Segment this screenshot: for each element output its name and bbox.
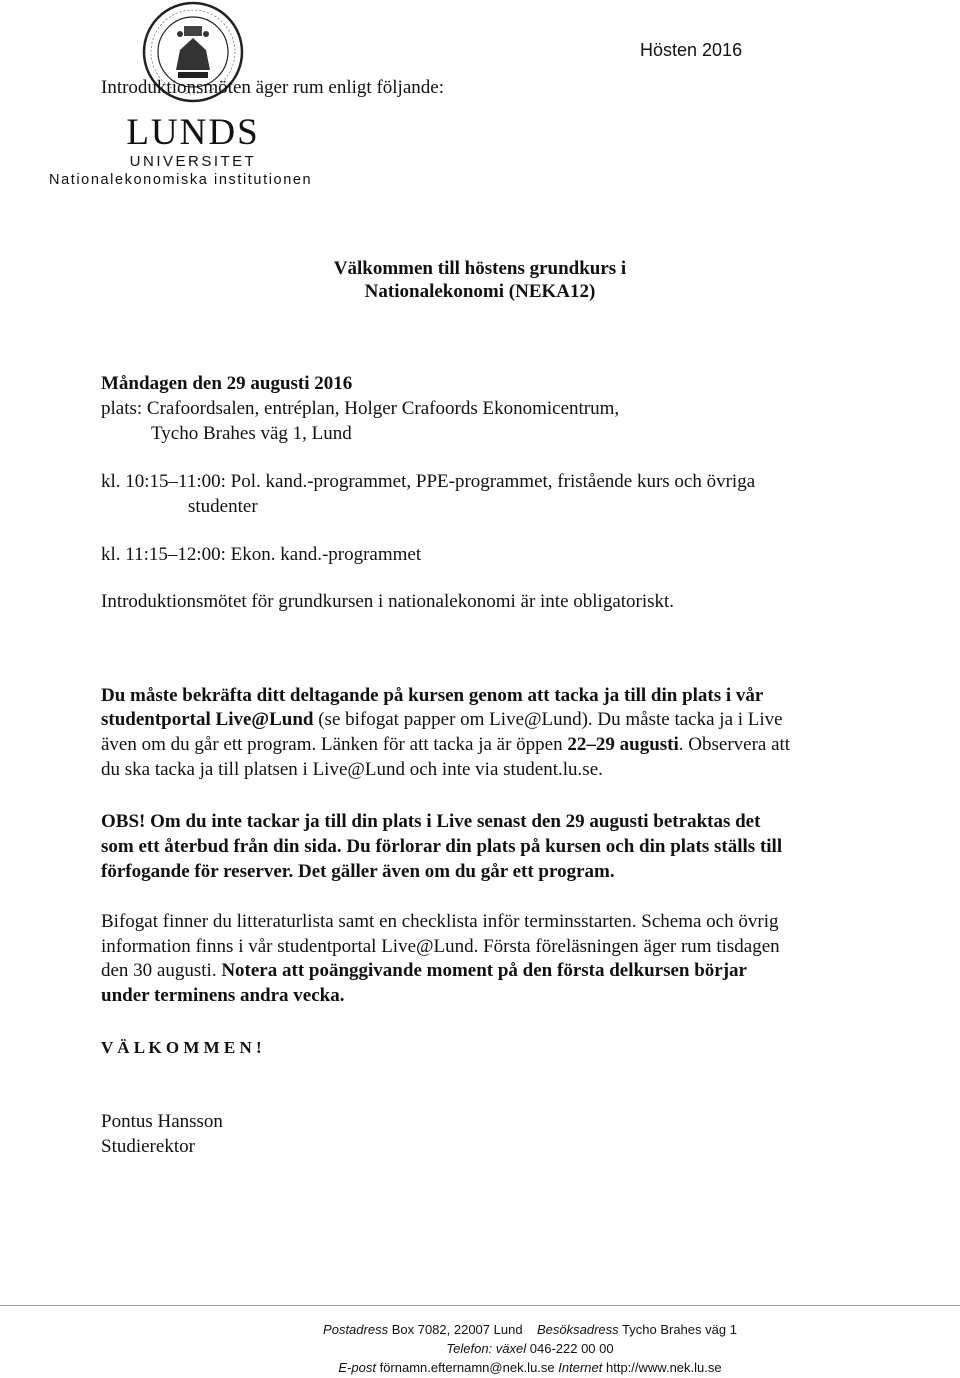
signature-name: Pontus Hansson [101,1111,223,1132]
obs-line-3: förfogande för reserver. Det gäller även om du går ett program. [101,861,615,882]
logo-subword: UNIVERSITET [129,153,257,170]
department-name: Nationalekonomiska institutionen [49,172,313,188]
title-line-1: Välkommen till höstens grundkurs i [333,258,627,279]
footer-divider [0,1305,960,1306]
semester-label: Hösten 2016 [640,40,743,60]
footer-phone-line [0,1341,960,1356]
confirm-line-1: Du måste bekräfta ditt deltagande på kursen genom att tacka ja till din plats i vår [101,685,764,706]
confirm-line-3-end: . Observera att [678,734,791,755]
postal-label: Postadress [323,1322,389,1337]
phone-value: 046-222 00 00 [526,1341,614,1356]
confirm-line-4: du ska tacka ja till platsen i Live@Lund och inte via student.lu.se. [101,759,603,780]
footer-address-line [0,1322,960,1337]
attach-line-2: information finns i vår studentportal Live@Lund. Första föreläsningen äger rum tisdagen [101,936,780,957]
confirm-portal-name: studentportal Live@Lund [101,709,314,730]
time-slot-1-continued: studenter [188,496,258,517]
confirm-line-2 [101,708,783,733]
visit-label: Besöksadress [537,1322,619,1337]
footer-contact-line [0,1360,960,1375]
web-value: http://www.nek.lu.se [602,1360,722,1375]
meeting-date: Måndagen den 29 augusti 2016 [101,373,353,394]
attach-line-3 [101,959,747,984]
phone-label: Telefon: växel [446,1341,527,1356]
email-value: förnamn.efternamn@nek.lu.se [375,1360,555,1375]
visit-value: Tycho Brahes väg 1 [618,1322,737,1337]
optional-note: Introduktionsmötet för grundkursen i nationalekonomi är inte obligatoriskt. [101,591,675,612]
email-label: E-post [338,1360,376,1375]
intro-text: Introduktionsmöten äger rum enligt följande: [101,77,444,98]
confirm-line-3 [101,733,790,758]
web-label: Internet [558,1360,603,1375]
meeting-place-address: Tycho Brahes väg 1, Lund [151,423,352,444]
time-slot-1: kl. 10:15–11:00: Pol. kand.-programmet, PPE-programmet, fristående kurs och övriga [101,471,756,492]
attach-line-1: Bifogat finner du litteraturlista samt en checklista inför terminsstarten. Schema och övrig [101,911,779,932]
confirm-period: 22–29 augusti [567,734,679,755]
meeting-place: plats: Crafoordsalen, entréplan, Holger Crafoords Ekonomicentrum, [101,398,620,419]
obs-line-1: OBS! Om du inte tackar ja till din plats i Live senast den 29 augusti betraktas det [101,811,761,832]
title-line-2: Nationalekonomi (NEKA12) [364,281,596,302]
signature-role: Studierektor [101,1136,195,1157]
attach-line-3-start: den 30 augusti. [101,960,222,981]
attach-line-4: under terminens andra vecka. [101,985,345,1006]
confirm-line-2-rest: (se bifogat papper om Live@Lund). Du måste tacka ja i Live [313,709,783,730]
welcome-text: V Ä L K O M M E N ! [101,1038,262,1057]
document-title [150,257,810,303]
postal-value: Box 7082, 22007 Lund [388,1322,523,1337]
confirm-line-3-start: även om du går ett program. Länken för att tacka ja är öppen [101,734,568,755]
obs-line-2: som ett återbud från din sida. Du förlorar din plats på kursen och din plats ställs till [101,836,783,857]
logo-wordmark: LUNDS [126,112,260,153]
attach-notice: Notera att poänggivande moment på den första delkursen börjar [221,960,747,981]
time-slot-2: kl. 11:15–12:00: Ekon. kand.-programmet [101,544,422,565]
